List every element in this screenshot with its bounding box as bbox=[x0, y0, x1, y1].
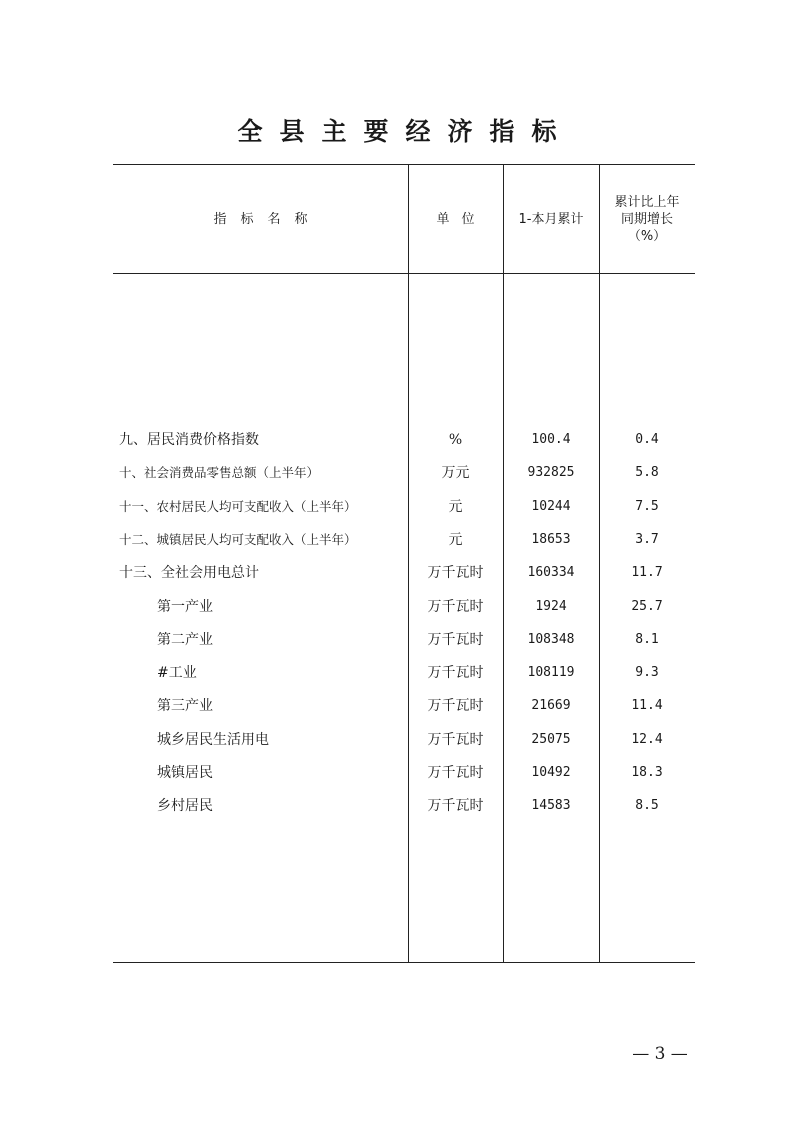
indicator-name: 十三、全社会用电总计 bbox=[119, 565, 259, 582]
indicator-growth-rate: 8.1 bbox=[635, 631, 659, 647]
indicator-name: 十、社会消费品零售总额（上半年） bbox=[119, 465, 320, 481]
indicator-cumulative-value: 160334 bbox=[527, 565, 575, 581]
indicator-name: 九、居民消费价格指数 bbox=[119, 432, 259, 448]
indicator-name: #工业 bbox=[157, 665, 197, 682]
indicator-growth-rate: 9.3 bbox=[635, 665, 659, 681]
header-growth-line1: 累计比上年 bbox=[614, 194, 680, 210]
indicator-growth-rate: 5.8 bbox=[635, 465, 659, 481]
indicator-cumulative-value: 932825 bbox=[527, 465, 575, 481]
header-divider bbox=[113, 273, 695, 274]
indicator-name: 第一产业 bbox=[157, 598, 213, 615]
indicator-cumulative-value: 100.4 bbox=[531, 432, 571, 447]
header-growth bbox=[599, 165, 695, 273]
indicator-growth-rate: 7.5 bbox=[635, 498, 659, 514]
indicator-name: 乡村居民 bbox=[157, 798, 213, 815]
indicator-name: 城乡居民生活用电 bbox=[157, 731, 269, 748]
indicator-cumulative-value: 14583 bbox=[531, 798, 571, 814]
indicator-cumulative-value: 108119 bbox=[527, 665, 575, 681]
indicator-unit: 万千瓦时 bbox=[427, 698, 484, 715]
indicator-unit: 元 bbox=[448, 498, 463, 515]
indicator-unit: 万千瓦时 bbox=[427, 731, 484, 748]
indicator-name: 城镇居民 bbox=[157, 765, 213, 781]
header-name: 指标名称 bbox=[213, 211, 322, 227]
indicator-growth-rate: 8.5 bbox=[635, 798, 659, 814]
table-row bbox=[113, 796, 695, 816]
indicator-cumulative-value: 18653 bbox=[531, 531, 571, 547]
indicator-growth-rate: 3.7 bbox=[635, 531, 659, 547]
indicator-unit: 万千瓦时 bbox=[427, 798, 484, 815]
indicator-unit: 万千瓦时 bbox=[427, 598, 484, 615]
table-row bbox=[113, 696, 695, 716]
indicator-unit: 万千瓦时 bbox=[427, 765, 484, 781]
indicator-unit: % bbox=[448, 432, 463, 448]
indicator-growth-rate: 11.4 bbox=[631, 698, 663, 714]
header-unit: 单位 bbox=[436, 211, 487, 227]
table-row bbox=[113, 763, 695, 783]
table-row bbox=[113, 597, 695, 617]
header-growth-line2: 同期增长 bbox=[620, 211, 673, 227]
page-number: — 3 — bbox=[632, 1044, 688, 1064]
table-row bbox=[113, 430, 695, 450]
indicator-name: 十二、城镇居民人均可支配收入（上半年） bbox=[119, 531, 357, 547]
indicator-unit: 万元 bbox=[441, 465, 470, 482]
indicator-unit: 元 bbox=[448, 531, 463, 548]
table-row bbox=[113, 497, 695, 517]
indicator-unit: 万千瓦时 bbox=[427, 631, 484, 648]
indicator-cumulative-value: 1924 bbox=[535, 598, 567, 614]
table-row bbox=[113, 630, 695, 650]
table-row bbox=[113, 463, 695, 483]
header-cumulative: 1-本月累计 bbox=[518, 211, 584, 227]
indicator-growth-rate: 11.7 bbox=[631, 565, 663, 581]
table-row bbox=[113, 663, 695, 683]
indicator-cumulative-value: 10244 bbox=[531, 498, 571, 514]
indicator-unit: 万千瓦时 bbox=[427, 665, 484, 682]
table-row bbox=[113, 730, 695, 750]
indicator-growth-rate: 12.4 bbox=[631, 731, 663, 747]
indicator-unit: 万千瓦时 bbox=[427, 565, 484, 582]
indicator-growth-rate: 0.4 bbox=[635, 432, 659, 447]
header-growth-line3: （%） bbox=[627, 228, 667, 244]
page-title: 全县主要经济指标 bbox=[237, 117, 574, 146]
table-row bbox=[113, 530, 695, 550]
indicator-cumulative-value: 25075 bbox=[531, 731, 571, 747]
indicator-cumulative-value: 10492 bbox=[531, 765, 571, 780]
indicator-name: 十一、农村居民人均可支配收入（上半年） bbox=[119, 498, 357, 514]
indicator-table bbox=[113, 164, 695, 963]
indicator-growth-rate: 18.3 bbox=[631, 765, 663, 780]
indicator-growth-rate: 25.7 bbox=[631, 598, 663, 614]
indicator-cumulative-value: 21669 bbox=[531, 698, 571, 714]
indicator-cumulative-value: 108348 bbox=[527, 631, 575, 647]
table-row bbox=[113, 563, 695, 583]
indicator-name: 第二产业 bbox=[157, 631, 213, 648]
indicator-name: 第三产业 bbox=[157, 698, 213, 715]
